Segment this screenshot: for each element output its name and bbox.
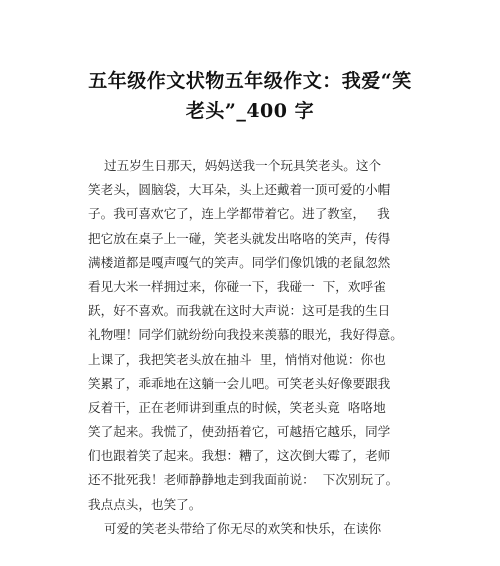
document-title	[60, 66, 440, 126]
body-line: 我点点头，也笑了。	[88, 496, 202, 512]
body-line: 礼物哩！同学们就纷纷向我投来羡慕的眼光，我好得意。	[88, 327, 403, 343]
body-line: 子。我可喜欢它了，连上学都带着它。进了教室， 我	[88, 206, 390, 222]
body-line: 跃，好不喜欢。而我就在这时大声说：这可是我的生日	[88, 303, 391, 319]
title-line-2: 老头”_400 字	[185, 100, 315, 122]
document-body	[88, 154, 428, 541]
body-line: 还不批死我！老师静静地走到我面前说： 下次别玩了。	[88, 472, 399, 488]
body-line: 笑了起来。我慌了，使劲捂着它，可越捂它越乐，同学	[88, 424, 391, 440]
title-line-1: 五年级作文状物五年级作文：我爱“笑	[88, 70, 412, 92]
body-line: 过五岁生日那天，妈妈送我一个玩具笑老头。这个	[88, 158, 382, 173]
body-line: 笑老头，圆脑袋，大耳朵，头上还戴着一顶可爱的小帽	[88, 182, 391, 198]
body-line: 满楼道都是嘎声嘎气的笑声。同学们像饥饿的老鼠忽然	[88, 254, 391, 270]
body-line: 上课了，我把笑老头放在抽斗 里，悄悄对他说：你也	[88, 351, 386, 367]
body-line: 们也跟着笑了起来。我想：糟了，这次倒大霉了，老师	[88, 448, 391, 464]
body-line: 笑累了，乖乖地在这躺一会儿吧。可笑老头好像要跟我	[88, 375, 391, 391]
body-line: 可爱的笑老头带给了你无尽的欢笑和快乐，在读你	[88, 520, 382, 536]
body-line: 看见大米一样拥过来，你碰一下，我碰一 下，欢呼雀	[88, 278, 386, 294]
body-line: 反着干，正在老师讲到重点的时候，笑老头竟 咯咯地	[88, 399, 386, 415]
body-line: 把它放在桌子上一碰，笑老头就发出咯咯的笑声，传得	[88, 230, 391, 246]
